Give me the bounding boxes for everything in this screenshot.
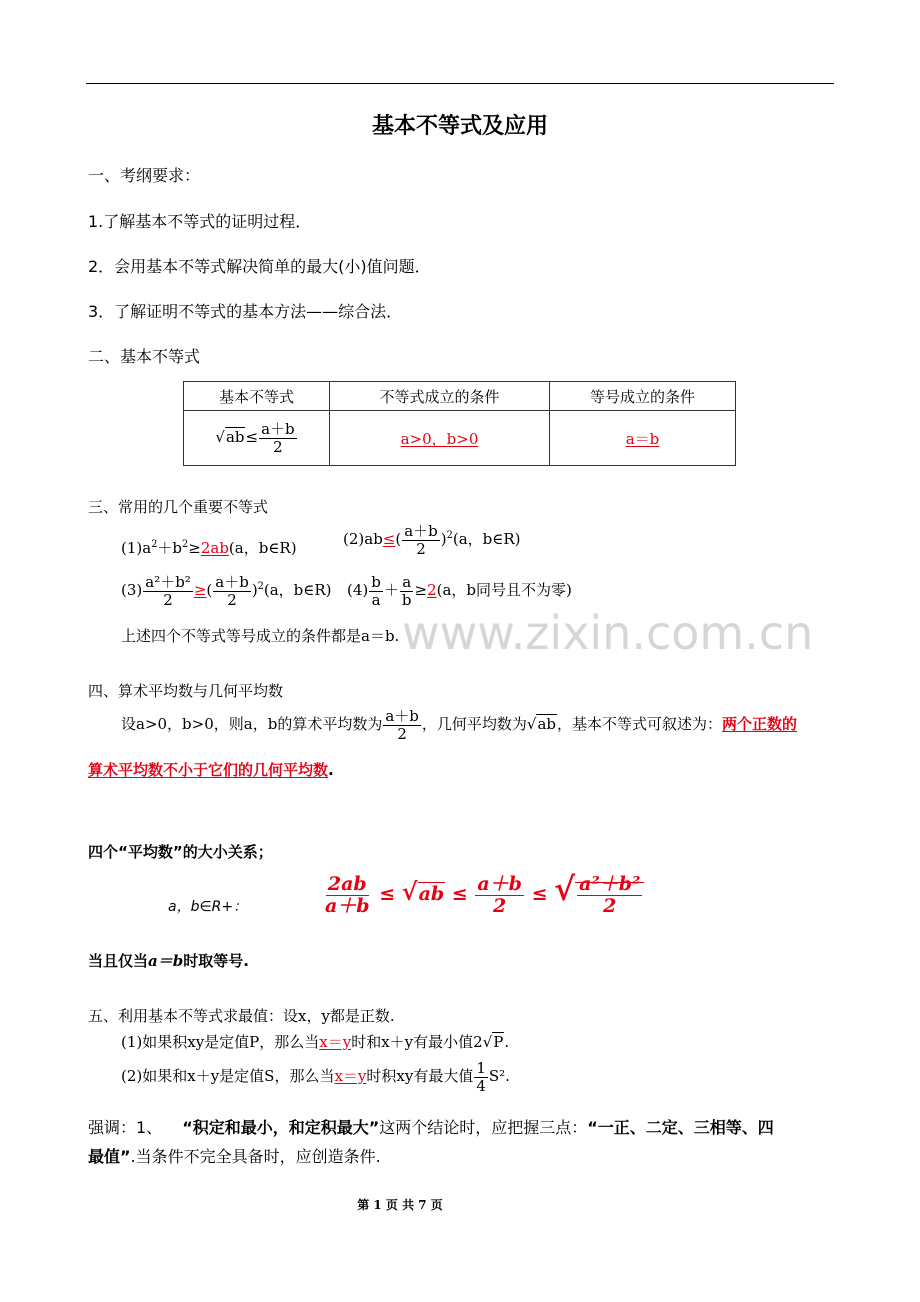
f4-tail: (a，b同号且不为零): [436, 581, 572, 599]
f4-answer: 2: [427, 581, 437, 599]
emph-mid: 这两个结论时，应把握三点：: [379, 1118, 588, 1137]
f2-num: a＋b: [404, 522, 438, 540]
formula-3: [121, 574, 332, 608]
l1-mid: 时和x＋y有最小值2: [351, 1033, 483, 1051]
frac-den: 2: [273, 437, 283, 456]
qm-num: a²＋b²: [579, 872, 641, 895]
formula-1: [121, 537, 297, 558]
sec1-item-3: 3．了解证明不等式的基本方法——综合法．: [88, 302, 403, 321]
f4-n1: b: [371, 573, 381, 591]
sqrt-sign: √: [526, 715, 537, 733]
f4-label: (4): [347, 581, 369, 599]
eq-expr: a＝b: [148, 952, 184, 970]
sec5-heading: 五、利用基本不等式求最值：设x，y都是正数.: [88, 1007, 395, 1025]
le-1: ≤: [379, 883, 396, 905]
f2-label: (2)ab: [343, 530, 383, 548]
emphasis-line1: [88, 1115, 774, 1138]
formula-2: [343, 523, 521, 557]
qm-den: 2: [603, 894, 617, 917]
le-sign: ≤: [245, 428, 259, 446]
f1-sup1: 2: [151, 539, 158, 550]
means-heading: 四个“平均数”的大小关系；: [88, 843, 273, 861]
means-condition: a，b∈R+：: [168, 899, 248, 915]
sqrt-sign: √: [554, 870, 576, 908]
sec4-frac-den: 2: [397, 724, 407, 743]
f3-answer: ≥: [193, 581, 207, 599]
formula-4: [347, 574, 572, 608]
f3-den: 2: [163, 590, 173, 609]
f1-plus: ＋b: [157, 539, 183, 557]
sec4-answer-part2: 算术平均数不小于它们的几何平均数: [88, 761, 329, 779]
sqrt-sign: √: [215, 428, 225, 446]
basic-inequality-table: [183, 381, 736, 466]
sec4-heading: 四、算术平均数与几何平均数: [88, 682, 284, 700]
sqrt-sign: √: [482, 1033, 493, 1051]
f3-num: a²＋b²: [145, 573, 191, 591]
table-cell-inequality: [184, 411, 330, 466]
eq-prefix: 当且仅当: [88, 952, 149, 970]
table-cell-equality: [550, 411, 736, 466]
f3-num2: a＋b: [215, 573, 249, 591]
f4-plus: ＋: [383, 581, 399, 599]
sec4-text-start: 设a>0，b>0，则a，b的算术平均数为: [121, 715, 383, 733]
watermark: www.zixin.com.cn: [402, 606, 814, 660]
sec1-heading: 一、考纲要求：: [88, 166, 201, 185]
top-rule: [86, 83, 834, 84]
sec4-answer-part1: 两个正数的: [722, 715, 798, 733]
f2-open: (: [395, 530, 402, 548]
l1-start: (1)如果积xy是定值P，那么当: [121, 1033, 320, 1051]
f1-ge: ≥: [188, 539, 201, 557]
sec4-frac-num: a＋b: [385, 707, 419, 725]
l2-end: S².: [488, 1067, 510, 1085]
table-cell-condition: [330, 411, 550, 466]
page-footer: 第 1 页 共 7 页: [357, 1198, 443, 1212]
le-3: ≤: [531, 883, 548, 905]
means-inequality: [322, 870, 644, 916]
sqrt-sign: √: [401, 877, 418, 906]
hm-num: 2ab: [327, 872, 367, 895]
f4-d2: b: [401, 590, 412, 609]
emph-bold-1: “积定和最小，和定积最大”: [182, 1118, 380, 1137]
f2-den: 2: [416, 539, 426, 558]
l1-radicand: P: [493, 1033, 504, 1051]
f2-tail: (a，b∈R): [452, 530, 521, 548]
f3-label: (3): [121, 581, 143, 599]
sec3-heading: 三、常用的几个重要不等式: [88, 498, 269, 516]
l2-mid: 时积xy有最大值: [366, 1067, 474, 1085]
l2-start: (2)如果和x＋y是定值S，那么当: [121, 1067, 335, 1085]
sec1-item-1: 1.了解基本不等式的证明过程．: [88, 212, 312, 231]
gm-radicand: ab: [418, 883, 445, 905]
l2-num: 1: [476, 1059, 486, 1077]
f3-close: ): [251, 581, 258, 599]
f4-n2: a: [402, 573, 412, 591]
sec4-dot: .: [328, 761, 334, 779]
sec2-heading: 二、基本不等式: [88, 347, 201, 366]
sec4-text-mid2: ，基本不等式可叙述为：: [557, 715, 723, 733]
eq-suffix: 时取等号.: [183, 952, 249, 970]
f3-tail: (a，b∈R): [263, 581, 332, 599]
sec5-line1: [121, 1031, 509, 1052]
emph-bold-3: 最值”: [88, 1147, 131, 1166]
sec5-line2: [121, 1060, 510, 1094]
le-2: ≤: [451, 883, 468, 905]
page-title: 基本不等式及应用: [371, 114, 548, 139]
f1-tail: (a，b∈R): [228, 539, 297, 557]
l1-end: .: [504, 1033, 510, 1051]
table-header-inequality: 基本不等式: [184, 382, 330, 411]
sec4-paragraph-line2: [88, 759, 334, 780]
sec4-paragraph-line1: [121, 708, 797, 742]
equality-answer: a＝b: [625, 429, 660, 448]
table-header-condition: 不等式成立的条件: [330, 382, 550, 411]
f2-sup: 2: [446, 530, 453, 541]
l2-den: 4: [476, 1076, 486, 1095]
f1-answer: 2ab: [200, 539, 229, 557]
sec3-summary: 上述四个不等式等号成立的条件都是a＝b.: [121, 627, 400, 645]
sec4-radicand: ab: [537, 715, 556, 733]
am-num: a＋b: [477, 872, 522, 895]
hm-den: a＋b: [325, 894, 370, 917]
am-den: 2: [493, 894, 507, 917]
l1-answer: x＝y: [319, 1033, 352, 1051]
f2-answer: ≤: [382, 530, 396, 548]
l2-answer: x＝y: [334, 1067, 367, 1085]
f3-sup: 2: [257, 581, 264, 592]
equality-condition: [88, 950, 249, 971]
f2-close: ): [440, 530, 447, 548]
condition-answer: a>0，b>0: [400, 429, 479, 448]
table-header-equality: 等号成立的条件: [550, 382, 736, 411]
frac-num: a＋b: [261, 420, 295, 438]
f1-sup2: 2: [182, 539, 189, 550]
sec1-item-2: 2．会用基本不等式解决简单的最大(小)值问题．: [88, 257, 431, 276]
f3-den2: 2: [227, 590, 237, 609]
f3-open: (: [206, 581, 213, 599]
f4-d1: a: [371, 590, 381, 609]
emph-end: .当条件不完全具备时，应创造条件.: [130, 1147, 381, 1166]
sec4-text-mid: ，几何平均数为: [421, 715, 527, 733]
emph-bold-2: “一正、二定、三相等、四: [587, 1118, 774, 1137]
radicand: ab: [225, 428, 245, 446]
emph-prefix: 强调：1、: [88, 1118, 163, 1137]
f1-label: (1)a: [121, 539, 152, 557]
emphasis-line2: [88, 1144, 381, 1167]
f4-ge: ≥: [414, 581, 428, 599]
